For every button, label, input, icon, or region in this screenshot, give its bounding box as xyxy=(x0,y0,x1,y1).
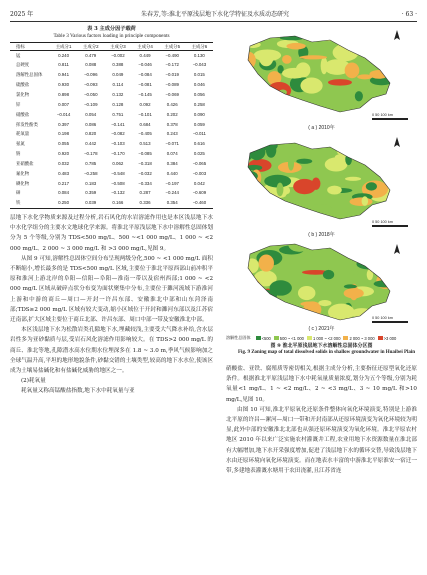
table-caption-zh: 表 3 主成分因子载荷 xyxy=(87,26,136,32)
table-cell: 0.166 xyxy=(104,198,131,208)
table-cell: 0.359 xyxy=(85,190,97,196)
table-cell: 0.378 xyxy=(166,121,178,127)
legend-item xyxy=(378,336,397,341)
paragraph: 从图 9 可知,溶解性总固体空间分布呈现两级分化,500 ~ <1 000 mg/L 面积不断缩小,增长最多的是 TDS<500 mg/L 区域,主要位于淮北平原西部山前冲积平原和淮河上游北岸的阜阳—信阳—阜阳—淮南一带以及宿州西部;1 000 ~ <2 000 mg/L 区域从破碎点状分布变为面状聚集中分布,主要位于濉河流域下游淮河上游和中游的商丘—周口—开封一许昌东部、安徽淮北中部和山东菏泽南部;TDS≥2 000 mg/L 区域有较大变动,缩小区域位于开封和濉河东部以及江苏宿迁南部,扩大区域主要位于商丘北部、许昌东部、周口中部一带及安徽淮北中部。 xyxy=(10,255,213,324)
table-cell: −0.085 xyxy=(138,151,152,157)
table-cell: 0.128 xyxy=(112,101,124,107)
plain-map xyxy=(245,240,397,326)
table-cell: 0.042 xyxy=(193,180,205,186)
row-label: 总硬度 xyxy=(16,62,30,68)
zone-patch xyxy=(344,288,364,298)
row-label: 硝酸盐 xyxy=(16,111,30,117)
row-label: 氨氮 xyxy=(16,141,25,147)
zone-patch xyxy=(282,68,307,79)
zone-patch xyxy=(275,97,293,106)
paragraph: 耗氧量又称高锰酸盐指数,地下水中耗氧量与亚 xyxy=(21,388,135,395)
left-column-text xyxy=(10,213,213,397)
table-row xyxy=(10,159,213,169)
table-cell: −0.141 xyxy=(111,121,125,127)
table-cell: 0.132 xyxy=(112,92,124,97)
table-row xyxy=(10,129,213,139)
table-cell: 0.930 xyxy=(58,82,70,88)
right-column-text xyxy=(226,364,417,476)
table-cell: 0.054 xyxy=(85,111,97,117)
zone-patch xyxy=(286,193,300,201)
zone-patch xyxy=(245,258,259,273)
plain-map xyxy=(241,36,393,120)
zone-patch xyxy=(333,44,359,61)
zone-patch xyxy=(323,270,334,280)
table-cell: 0.114 xyxy=(112,82,124,88)
zone-patch xyxy=(335,153,355,160)
table-cell: −0.197 xyxy=(165,180,179,186)
column-header: 主成分3 xyxy=(104,43,131,51)
table-row xyxy=(10,80,213,90)
row-label: 耗氧量 xyxy=(16,131,30,137)
zone-patch xyxy=(258,104,273,111)
table-cell: 0.258 xyxy=(193,101,205,107)
table-cell: −0.089 xyxy=(165,82,179,88)
map-legend xyxy=(226,334,417,342)
zone-patch xyxy=(265,208,272,219)
zone-patch xyxy=(300,78,322,94)
zone-patch xyxy=(293,179,316,194)
map-label-2010: ( a ) 2010年 xyxy=(308,125,335,131)
legend-label: 2 000 ~ 3 000 xyxy=(349,335,375,341)
table-cell: −0.046 xyxy=(138,62,152,68)
page-header xyxy=(10,8,417,22)
table-cell: 0.217 xyxy=(58,180,70,186)
table-cell: 0.684 xyxy=(139,121,151,127)
legend-swatch xyxy=(378,336,383,340)
table-cell: 0.751 xyxy=(112,111,124,117)
table-row xyxy=(10,100,213,110)
zone-patch xyxy=(345,177,361,181)
figure-caption-zh: 图 9 淮北平原浅层地下水溶解性总固体分区图 xyxy=(270,343,373,349)
zone-patch xyxy=(356,259,381,270)
legend-items xyxy=(256,336,397,341)
zone-patch xyxy=(289,104,311,114)
legend-swatch xyxy=(256,336,261,340)
zone-patch xyxy=(344,284,357,288)
scale-bar: 0 50 100 km xyxy=(372,220,412,224)
table-cell: 0.007 xyxy=(58,101,70,107)
table-row xyxy=(10,188,213,198)
table-cell: −0.002 xyxy=(111,52,125,58)
table-cell: 0.015 xyxy=(193,72,205,78)
table-cell: −0.132 xyxy=(111,190,125,196)
map-label-2021: ( c ) 2021年 xyxy=(308,326,335,332)
table-cell: −0.019 xyxy=(165,72,179,78)
paragraph: 层地下水化学物质来源及过程分析,岩石风化的水岩溶滤作用也是本区浅层地下水中水化学组分的主要水文地球化学来源。将淮北平原浅层地下水中溶解性总固体划分为 5 个等级,分别为 TDS<500 mg/L、500 ~<1 000 mg/L、1 000 ~ <2 000 mg/L、2 000 ~ 3 000 mg/L 和 >3 000 mg/L,见图 9。 xyxy=(10,215,213,252)
table-row xyxy=(10,119,213,129)
map-label-2018: ( b ) 2018年 xyxy=(308,232,335,238)
zone-patch xyxy=(277,183,284,197)
zone-patch xyxy=(379,270,386,277)
section-heading: (2)耗氧量 xyxy=(21,378,46,385)
table-header-row xyxy=(10,43,213,51)
factor-loading-table xyxy=(10,42,213,209)
zone-patch xyxy=(298,286,315,300)
column-header: 主成分6 xyxy=(186,43,213,51)
row-label: 溶解性总固体 xyxy=(16,72,43,78)
table-body xyxy=(10,51,213,209)
legend-item xyxy=(307,336,341,341)
table-cell: 0.354 xyxy=(159,198,186,208)
row-label: 锰 xyxy=(16,52,21,58)
legend-swatch xyxy=(307,336,312,340)
zone-patch xyxy=(327,186,342,195)
row-label: 亚硝酸盐 xyxy=(16,160,34,166)
legend-label: >3 000 xyxy=(383,335,397,341)
row-label: 氟化物 xyxy=(16,170,30,176)
table-cell: 0.059 xyxy=(193,121,205,127)
table-cell: 0.811 xyxy=(58,62,69,68)
table-row xyxy=(10,169,213,179)
zone-patch xyxy=(267,82,291,99)
table-cell: −0.096 xyxy=(83,72,98,78)
column-header: 主成分5 xyxy=(159,43,186,51)
zone-patch xyxy=(282,211,295,219)
zone-patch xyxy=(368,146,384,163)
table-cell: 0.092 xyxy=(139,101,151,107)
table-cell: 0.062 xyxy=(112,160,124,166)
header-page-number: · 63 · xyxy=(401,11,417,18)
zone-patch xyxy=(289,317,307,322)
table-cell: 0.086 xyxy=(85,121,97,127)
zone-patch xyxy=(366,182,377,190)
zone-patch xyxy=(372,294,387,303)
zone-patch xyxy=(240,171,258,182)
zone-patch xyxy=(255,305,282,313)
table-cell: −0.082 xyxy=(111,131,125,137)
scale-bar: 0 50 100 km xyxy=(372,113,412,117)
zone-patch xyxy=(355,91,363,101)
legend-swatch xyxy=(343,336,348,340)
table-cell: −0.071 xyxy=(165,141,179,147)
zone-patch xyxy=(367,269,373,280)
table-cell: 0.483 xyxy=(58,170,70,176)
zone-patch xyxy=(345,153,352,165)
table-row xyxy=(10,110,213,120)
zone-patch xyxy=(248,307,265,317)
table-cell: −0.003 xyxy=(192,170,207,176)
zone-patch xyxy=(248,95,267,105)
zone-patch xyxy=(244,146,253,161)
zone-patch xyxy=(296,159,312,164)
column-header: 主成分2 xyxy=(77,43,104,51)
table-cell: 0.941 xyxy=(58,72,70,78)
header-year: 2025 年 xyxy=(10,11,34,18)
table-cell: −0.258 xyxy=(83,170,98,176)
table-cell: 0.039 xyxy=(77,198,104,208)
table-cell: 0.032 xyxy=(58,160,70,166)
header-running-title: 朱春芳,等:淮北平原浅层地下水化学特征及水质动态研究 xyxy=(141,11,289,18)
table-cell: −0.101 xyxy=(138,111,152,117)
legend-item xyxy=(274,336,304,341)
table-cell: −0.405 xyxy=(138,131,152,137)
table-caption-en: Table 3 Various factors loading in principle components xyxy=(53,33,170,39)
table-cell: −0.109 xyxy=(83,101,98,107)
zone-patch xyxy=(300,55,328,59)
row-label: 锌 xyxy=(16,101,21,107)
zone-patch xyxy=(259,255,274,272)
map-2021 xyxy=(232,240,417,326)
map-2010 xyxy=(232,26,417,124)
table-cell: −0.043 xyxy=(192,62,207,68)
paragraph: 本区浅层地下水为松散岩类孔隙地下水,埋藏较浅,主要受大气降水补给,含水层岩性多为亚砂黏质与层,受岩石风化溶滤作用影响较大。在 TDS>2 000 mg/L 的商丘、淮北等地,孔隙潜水高水位期水位埋深多在 1.8 ~ 3.0 m,季风气候影响加之全球气温升高,平坦的地形地貌条件,砂黏交错的土壤类型,较高的地下水水位,使该区成为土壤易盐碱化和有盐碱化威胁的地区之一。 xyxy=(10,327,213,375)
table-cell: 0.243 xyxy=(166,131,178,137)
plain-map xyxy=(240,140,391,219)
table-cell: 0.898 xyxy=(58,92,70,97)
zone-patch xyxy=(374,280,397,287)
paragraph: 由图 10 可知,淮北平原氧化还原条件整体向氧化环境演变,特别是上游淮北平原的许昌—漯河—周口一带和开封南部从还原环境演变为氧化环境较为明显,此外中部的安徽淮北北部也从强还原环境演变为氧化环境。淮北平原农村地区 2010 年以来广泛实施农村灌溉井工程,农业用地下水资源数量在淮北部有大幅增加,地下水开采强度增加,促进了浅层地下水的循环交替,导致浅层地下水由还原环境向氧化环境演变。而在地表水丰富的中游淮北平原淮安一宿迁一带,多建地表灌溉水塘用于农田浇灌,且江苏省连 xyxy=(226,406,417,475)
table-cell: −0.318 xyxy=(138,160,152,166)
table-cell: 0.049 xyxy=(112,72,124,78)
row-label: 挥发性酚类 xyxy=(16,121,38,127)
table-cell: −0.508 xyxy=(111,180,125,186)
zone-patch xyxy=(345,63,360,79)
zone-patch xyxy=(370,101,378,111)
table-cell: −0.178 xyxy=(83,151,98,157)
table-row xyxy=(10,60,213,70)
row-label: 砷 xyxy=(16,190,21,196)
zone-patch xyxy=(278,203,299,208)
table-cell: −0.460 xyxy=(186,198,213,208)
table-cell: 0.084 xyxy=(58,190,70,196)
table-cell: 0.198 xyxy=(58,131,70,137)
zone-patch xyxy=(350,197,373,206)
table-cell: −0.172 xyxy=(165,62,179,68)
zone-patch xyxy=(307,204,332,213)
north-arrow-icon xyxy=(394,244,400,254)
table-cell: −0.244 xyxy=(165,190,179,196)
table-cell: −0.014 xyxy=(56,111,71,117)
row-label: 氯化物 xyxy=(16,92,30,97)
row-label: 铁 xyxy=(10,198,50,208)
legend-label: <500 xyxy=(261,335,271,341)
table-cell: 0.442 xyxy=(85,141,97,147)
table-cell: 0.183 xyxy=(85,180,97,186)
paragraph: 硝酸盐、亚铁、腐殖质等密切相关,根据主成分分析,主要指征还原型氧化还原条件。根据淮北平原浅层地下水中耗氧量质量浓度,划分为五个等级,分别为耗氧量<1 mg/L、1 ~ <2 mg/L、2 ~ <3 mg/L、3 ~ 10 mg/L 和>10 mg/L,见图 10。 xyxy=(226,366,417,403)
table-cell: −0.081 xyxy=(138,82,152,88)
zone-patch xyxy=(349,271,360,275)
column-header: 主成分1 xyxy=(50,43,77,51)
table-cell: 0.920 xyxy=(58,151,70,157)
zone-patch xyxy=(358,281,371,286)
table-cell: −0.609 xyxy=(192,190,207,196)
figure-caption-en: Fig. 9 Zoning map of total dissolved solids in shallow groundwater in Huaibei Plain xyxy=(238,350,416,355)
table-cell: 0.025 xyxy=(193,151,205,157)
table-cell: −0.548 xyxy=(111,170,125,176)
zone-patch xyxy=(282,55,292,64)
table-cell: 0.384 xyxy=(166,160,178,166)
zone-patch xyxy=(286,43,305,50)
zone-patch xyxy=(253,280,261,292)
zone-patch xyxy=(263,313,276,323)
scale-bar: 0 50 100 km xyxy=(372,316,412,320)
zone-patch xyxy=(268,299,285,312)
table-row xyxy=(10,178,213,188)
table-cell: −0.069 xyxy=(165,92,179,97)
table-cell: 0.397 xyxy=(58,121,70,127)
table-cell: −0.084 xyxy=(138,72,152,78)
map-2018 xyxy=(232,133,417,231)
table-cell: 0.820 xyxy=(85,131,97,137)
table-cell: −0.032 xyxy=(138,170,152,176)
zone-patch xyxy=(273,105,299,116)
table-cell: 0.287 xyxy=(139,190,151,196)
table-row xyxy=(10,90,213,100)
legend-item xyxy=(343,336,374,341)
table-cell: −0.065 xyxy=(192,160,207,166)
legend-item xyxy=(256,336,271,341)
zone-patch xyxy=(247,95,257,111)
table-cell: 0.056 xyxy=(193,92,205,97)
table-cell: 0.616 xyxy=(193,141,205,147)
table-cell: −0.093 xyxy=(83,82,98,88)
table-cell: −0.334 xyxy=(138,180,152,186)
table-cell: 0.046 xyxy=(193,82,205,88)
table-cell: −0.050 xyxy=(83,92,98,97)
table-cell: 0.074 xyxy=(166,151,178,157)
table-cell: 0.250 xyxy=(50,198,77,208)
table-cell: 0.130 xyxy=(193,52,205,58)
table-row xyxy=(10,51,213,61)
table-cell: −0.170 xyxy=(111,151,125,157)
table-cell: 0.202 xyxy=(166,111,178,117)
table-cell: −0.103 xyxy=(111,141,125,147)
legend-title: 溶解性总固体 xyxy=(226,335,251,340)
table-cell: 0.388 xyxy=(112,62,124,68)
legend-label: 500 ~ <1 000 xyxy=(279,335,304,341)
table-cell: −0.145 xyxy=(138,92,152,97)
zone-patch xyxy=(279,97,300,109)
row-label: 碘化物 xyxy=(16,180,30,186)
north-arrow-icon xyxy=(394,137,400,147)
zone-patch xyxy=(259,312,273,325)
table-cell: 0.240 xyxy=(58,52,70,58)
zone-patch xyxy=(346,147,372,158)
legend-swatch xyxy=(274,336,279,340)
table-row xyxy=(10,70,213,80)
column-header: 指标 xyxy=(10,43,50,51)
table-cell: 0.426 xyxy=(166,101,178,107)
zone-patch xyxy=(337,147,363,156)
table-row xyxy=(10,149,213,159)
zone-patch xyxy=(354,50,381,55)
zone-patch xyxy=(262,102,269,120)
table-cell: 0.440 xyxy=(166,170,178,176)
zone-patch xyxy=(259,50,273,66)
table-cell: −0.011 xyxy=(192,131,206,137)
table-cell: 0.449 xyxy=(139,52,151,58)
zone-patch xyxy=(288,156,294,171)
table-cell: 0.513 xyxy=(139,141,151,147)
column-header: 主成分4 xyxy=(131,43,158,51)
table-cell: 0.785 xyxy=(85,160,97,166)
legend-label: 1 000 ~ <2 000 xyxy=(312,335,341,341)
zone-patch xyxy=(362,196,369,206)
table-row xyxy=(10,139,213,149)
table-cell: 0.090 xyxy=(193,111,205,117)
table-cell: 0.336 xyxy=(131,198,158,208)
table-cell: 0.479 xyxy=(85,52,97,58)
zone-patch xyxy=(328,79,352,86)
north-arrow-icon xyxy=(394,30,400,40)
table-cell: 0.088 xyxy=(85,62,97,68)
zone-patch xyxy=(318,300,331,306)
table-cell: −0.490 xyxy=(165,52,179,58)
table-row xyxy=(10,198,213,208)
row-label: 硫酸盐 xyxy=(16,82,30,88)
table-cell: 0.055 xyxy=(58,141,70,147)
row-label: 钠 xyxy=(16,151,21,157)
